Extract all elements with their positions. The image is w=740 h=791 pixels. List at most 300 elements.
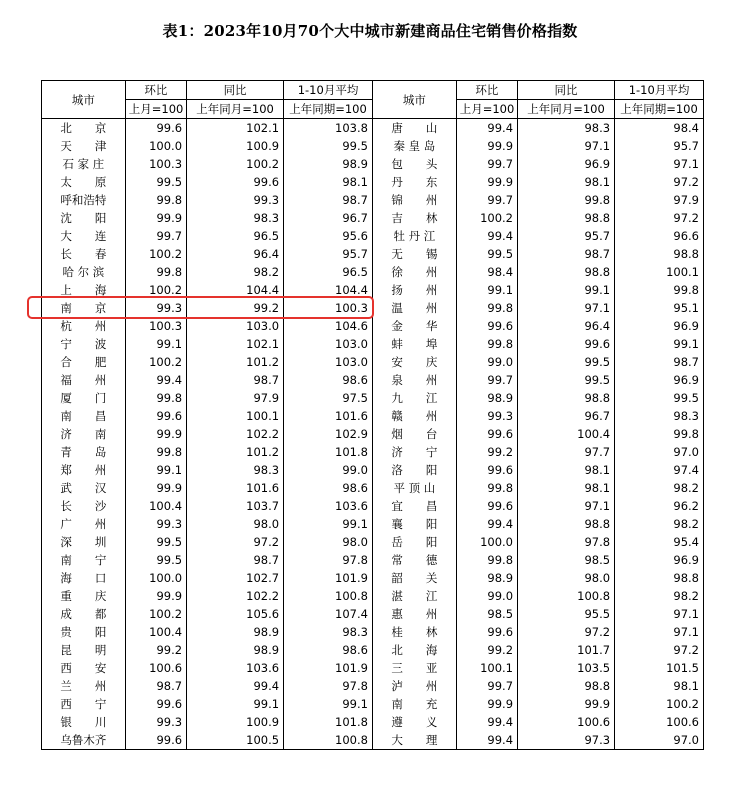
city-name-right: 湛 江 [372, 587, 456, 605]
mom-value-right: 98.9 [456, 569, 517, 587]
mom-value-left: 99.9 [125, 479, 186, 497]
table-row [42, 623, 704, 641]
table-row [42, 407, 704, 425]
city-name-left: 合 肥 [42, 353, 126, 371]
city-name-left: 乌鲁木齐 [42, 731, 126, 750]
avg-value-left: 102.9 [284, 425, 373, 443]
avg-value-left: 98.6 [284, 371, 373, 389]
city-name-left: 成 都 [42, 605, 126, 623]
yoy-value-right: 96.4 [518, 317, 615, 335]
avg-value-right: 98.2 [615, 479, 704, 497]
city-name-right: 无 锡 [372, 245, 456, 263]
yoy-value-left: 102.1 [187, 335, 284, 353]
city-name-right: 唐 山 [372, 119, 456, 138]
city-name-left: 贵 阳 [42, 623, 126, 641]
yoy-value-left: 99.4 [187, 677, 284, 695]
city-name-left: 海 口 [42, 569, 126, 587]
mom-value-left: 99.5 [125, 533, 186, 551]
table-row [42, 335, 704, 353]
mom-value-right: 100.2 [456, 209, 517, 227]
mom-value-left: 99.5 [125, 551, 186, 569]
avg-value-left: 98.9 [284, 155, 373, 173]
mom-value-right: 98.5 [456, 605, 517, 623]
table-row [42, 533, 704, 551]
mom-value-left: 100.4 [125, 497, 186, 515]
avg-value-right: 99.1 [615, 335, 704, 353]
city-name-left: 长 沙 [42, 497, 126, 515]
city-name-right: 丹 东 [372, 173, 456, 191]
avg-value-left: 98.7 [284, 191, 373, 209]
avg-value-right: 97.1 [615, 623, 704, 641]
yoy-value-left: 102.2 [187, 587, 284, 605]
mom-value-left: 100.2 [125, 281, 186, 299]
avg-value-left: 104.4 [284, 281, 373, 299]
mom-value-left: 99.8 [125, 263, 186, 281]
city-name-left: 上 海 [42, 281, 126, 299]
header-yoy-left: 同比 [187, 81, 284, 100]
avg-value-right: 96.9 [615, 371, 704, 389]
header-mom-base-left: 上月=100 [125, 100, 186, 119]
yoy-value-right: 96.9 [518, 155, 615, 173]
avg-value-left: 101.8 [284, 443, 373, 461]
avg-value-right: 97.1 [615, 155, 704, 173]
city-name-right: 赣 州 [372, 407, 456, 425]
city-name-left: 宁 波 [42, 335, 126, 353]
avg-value-right: 98.8 [615, 569, 704, 587]
yoy-value-left: 102.1 [187, 119, 284, 138]
city-name-left: 福 州 [42, 371, 126, 389]
yoy-value-left: 99.3 [187, 191, 284, 209]
city-name-left: 太 原 [42, 173, 126, 191]
mom-value-left: 100.3 [125, 155, 186, 173]
avg-value-right: 98.4 [615, 119, 704, 138]
city-name-right: 惠 州 [372, 605, 456, 623]
table-row [42, 119, 704, 138]
table-row [42, 173, 704, 191]
city-name-left: 重 庆 [42, 587, 126, 605]
mom-value-left: 100.2 [125, 245, 186, 263]
yoy-value-right: 99.9 [518, 695, 615, 713]
avg-value-left: 98.1 [284, 173, 373, 191]
mom-value-left: 99.8 [125, 389, 186, 407]
yoy-value-right: 98.8 [518, 209, 615, 227]
yoy-value-right: 99.5 [518, 371, 615, 389]
avg-value-right: 95.1 [615, 299, 704, 317]
header-yoy-base-left: 上年同月=100 [187, 100, 284, 119]
city-name-right: 韶 关 [372, 569, 456, 587]
yoy-value-right: 98.8 [518, 515, 615, 533]
city-name-right: 济 宁 [372, 443, 456, 461]
yoy-value-left: 102.2 [187, 425, 284, 443]
header-avg-right: 1-10月平均 [615, 81, 704, 100]
mom-value-right: 98.4 [456, 263, 517, 281]
city-name-right: 蚌 埠 [372, 335, 456, 353]
table-row [42, 191, 704, 209]
yoy-value-right: 97.1 [518, 497, 615, 515]
mom-value-right: 99.6 [456, 497, 517, 515]
avg-value-right: 96.9 [615, 317, 704, 335]
avg-value-right: 95.7 [615, 137, 704, 155]
table-row [42, 209, 704, 227]
yoy-value-left: 98.0 [187, 515, 284, 533]
avg-value-right: 97.0 [615, 443, 704, 461]
avg-value-left: 95.6 [284, 227, 373, 245]
mom-value-right: 99.4 [456, 713, 517, 731]
avg-value-right: 99.5 [615, 389, 704, 407]
mom-value-right: 99.4 [456, 119, 517, 138]
city-name-left: 深 圳 [42, 533, 126, 551]
yoy-value-right: 98.3 [518, 119, 615, 138]
yoy-value-left: 98.7 [187, 371, 284, 389]
city-name-right: 秦 皇 岛 [372, 137, 456, 155]
table-row [42, 245, 704, 263]
avg-value-left: 99.1 [284, 695, 373, 713]
mom-value-left: 100.2 [125, 353, 186, 371]
avg-value-right: 96.6 [615, 227, 704, 245]
yoy-value-right: 103.5 [518, 659, 615, 677]
mom-value-right: 99.6 [456, 317, 517, 335]
yoy-value-right: 97.7 [518, 443, 615, 461]
city-name-right: 大 理 [372, 731, 456, 750]
yoy-value-left: 100.9 [187, 713, 284, 731]
price-index-table [41, 80, 704, 750]
mom-value-left: 100.0 [125, 137, 186, 155]
mom-value-left: 99.6 [125, 407, 186, 425]
avg-value-left: 101.9 [284, 659, 373, 677]
yoy-value-left: 101.6 [187, 479, 284, 497]
city-name-right: 扬 州 [372, 281, 456, 299]
city-name-right: 岳 阳 [372, 533, 456, 551]
mom-value-right: 99.5 [456, 245, 517, 263]
yoy-value-right: 99.5 [518, 353, 615, 371]
table-row [42, 317, 704, 335]
avg-value-right: 97.1 [615, 605, 704, 623]
city-name-left: 西 宁 [42, 695, 126, 713]
city-name-right: 南 充 [372, 695, 456, 713]
yoy-value-right: 99.8 [518, 191, 615, 209]
yoy-value-left: 100.9 [187, 137, 284, 155]
mom-value-left: 100.4 [125, 623, 186, 641]
mom-value-right: 99.6 [456, 461, 517, 479]
table-row [42, 497, 704, 515]
city-name-left: 厦 门 [42, 389, 126, 407]
avg-value-right: 98.2 [615, 515, 704, 533]
city-name-left: 呼和浩特 [42, 191, 126, 209]
yoy-value-right: 97.3 [518, 731, 615, 750]
yoy-value-left: 103.6 [187, 659, 284, 677]
header-avg-base-right: 上年同期=100 [615, 100, 704, 119]
avg-value-left: 95.7 [284, 245, 373, 263]
city-name-left: 兰 州 [42, 677, 126, 695]
mom-value-right: 99.8 [456, 479, 517, 497]
city-name-left: 广 州 [42, 515, 126, 533]
city-name-left: 沈 阳 [42, 209, 126, 227]
mom-value-right: 99.2 [456, 443, 517, 461]
table-title: 表1：2023年10月70个大中城市新建商品住宅销售价格指数 [162, 22, 578, 40]
city-name-left: 哈 尔 滨 [42, 263, 126, 281]
mom-value-left: 99.9 [125, 587, 186, 605]
yoy-value-right: 95.5 [518, 605, 615, 623]
avg-value-left: 101.9 [284, 569, 373, 587]
yoy-value-left: 100.5 [187, 731, 284, 750]
yoy-value-right: 98.7 [518, 245, 615, 263]
city-name-right: 安 庆 [372, 353, 456, 371]
mom-value-left: 99.8 [125, 191, 186, 209]
mom-value-right: 99.7 [456, 371, 517, 389]
header-yoy-right: 同比 [518, 81, 615, 100]
avg-value-right: 100.1 [615, 263, 704, 281]
yoy-value-left: 98.3 [187, 461, 284, 479]
yoy-value-right: 98.8 [518, 389, 615, 407]
table-row [42, 155, 704, 173]
mom-value-left: 99.9 [125, 209, 186, 227]
avg-value-left: 98.6 [284, 641, 373, 659]
city-name-left: 郑 州 [42, 461, 126, 479]
city-name-right: 常 德 [372, 551, 456, 569]
yoy-value-right: 100.6 [518, 713, 615, 731]
mom-value-right: 99.9 [456, 173, 517, 191]
yoy-value-right: 101.7 [518, 641, 615, 659]
mom-value-right: 99.8 [456, 551, 517, 569]
table-row [42, 227, 704, 245]
mom-value-left: 99.5 [125, 173, 186, 191]
avg-value-right: 99.8 [615, 281, 704, 299]
mom-value-right: 100.1 [456, 659, 517, 677]
table-row [42, 479, 704, 497]
avg-value-right: 97.2 [615, 173, 704, 191]
city-name-right: 洛 阳 [372, 461, 456, 479]
city-name-left: 武 汉 [42, 479, 126, 497]
city-name-left: 大 连 [42, 227, 126, 245]
yoy-value-left: 103.7 [187, 497, 284, 515]
mom-value-right: 99.0 [456, 587, 517, 605]
yoy-value-right: 98.8 [518, 263, 615, 281]
yoy-value-right: 100.8 [518, 587, 615, 605]
mom-value-left: 99.1 [125, 335, 186, 353]
yoy-value-right: 99.6 [518, 335, 615, 353]
avg-value-right: 101.5 [615, 659, 704, 677]
city-name-right: 泸 州 [372, 677, 456, 695]
yoy-value-left: 98.7 [187, 551, 284, 569]
mom-value-left: 99.9 [125, 425, 186, 443]
avg-value-left: 97.5 [284, 389, 373, 407]
city-name-right: 烟 台 [372, 425, 456, 443]
mom-value-right: 99.4 [456, 731, 517, 750]
avg-value-left: 104.6 [284, 317, 373, 335]
yoy-value-right: 100.4 [518, 425, 615, 443]
yoy-value-left: 98.9 [187, 623, 284, 641]
city-name-right: 桂 林 [372, 623, 456, 641]
avg-value-right: 98.1 [615, 677, 704, 695]
avg-value-right: 100.6 [615, 713, 704, 731]
yoy-value-left: 98.9 [187, 641, 284, 659]
mom-value-left: 99.8 [125, 443, 186, 461]
table-row [42, 281, 704, 299]
avg-value-right: 95.4 [615, 533, 704, 551]
yoy-value-left: 101.2 [187, 443, 284, 461]
avg-value-left: 99.0 [284, 461, 373, 479]
avg-value-left: 103.6 [284, 497, 373, 515]
header-mom-base-right: 上月=100 [456, 100, 517, 119]
city-name-right: 吉 林 [372, 209, 456, 227]
mom-value-left: 99.7 [125, 227, 186, 245]
yoy-value-left: 104.4 [187, 281, 284, 299]
city-name-left: 南 昌 [42, 407, 126, 425]
mom-value-left: 99.6 [125, 731, 186, 750]
mom-value-right: 99.7 [456, 191, 517, 209]
avg-value-right: 98.2 [615, 587, 704, 605]
yoy-value-left: 97.9 [187, 389, 284, 407]
table-row [42, 731, 704, 750]
yoy-value-right: 98.8 [518, 677, 615, 695]
avg-value-left: 100.8 [284, 587, 373, 605]
avg-value-right: 97.2 [615, 641, 704, 659]
yoy-value-left: 99.1 [187, 695, 284, 713]
avg-value-left: 103.8 [284, 119, 373, 138]
yoy-value-right: 97.8 [518, 533, 615, 551]
avg-value-left: 100.8 [284, 731, 373, 750]
avg-value-right: 96.9 [615, 551, 704, 569]
yoy-value-left: 97.2 [187, 533, 284, 551]
mom-value-right: 99.4 [456, 227, 517, 245]
yoy-value-left: 100.1 [187, 407, 284, 425]
city-name-right: 九 江 [372, 389, 456, 407]
yoy-value-right: 97.2 [518, 623, 615, 641]
yoy-value-right: 98.1 [518, 173, 615, 191]
city-name-right: 金 华 [372, 317, 456, 335]
yoy-value-left: 101.2 [187, 353, 284, 371]
city-name-left: 天 津 [42, 137, 126, 155]
header-avg-left: 1-10月平均 [284, 81, 373, 100]
table-row [42, 677, 704, 695]
yoy-value-left: 99.2 [187, 299, 284, 317]
avg-value-right: 99.8 [615, 425, 704, 443]
avg-value-left: 99.5 [284, 137, 373, 155]
city-name-left: 石 家 庄 [42, 155, 126, 173]
city-name-right: 包 头 [372, 155, 456, 173]
avg-value-right: 98.7 [615, 353, 704, 371]
mom-value-left: 100.0 [125, 569, 186, 587]
mom-value-right: 99.7 [456, 155, 517, 173]
yoy-value-left: 105.6 [187, 605, 284, 623]
avg-value-left: 96.5 [284, 263, 373, 281]
city-name-right: 三 亚 [372, 659, 456, 677]
mom-value-right: 99.9 [456, 695, 517, 713]
table-row [42, 443, 704, 461]
city-name-right: 牡 丹 江 [372, 227, 456, 245]
yoy-value-right: 98.1 [518, 461, 615, 479]
avg-value-left: 97.8 [284, 551, 373, 569]
table-row [42, 425, 704, 443]
yoy-value-left: 98.2 [187, 263, 284, 281]
table-row [42, 605, 704, 623]
city-name-right: 北 海 [372, 641, 456, 659]
mom-value-left: 99.6 [125, 119, 186, 138]
city-name-left: 昆 明 [42, 641, 126, 659]
city-name-right: 宜 昌 [372, 497, 456, 515]
avg-value-right: 96.2 [615, 497, 704, 515]
mom-value-left: 99.1 [125, 461, 186, 479]
mom-value-right: 99.8 [456, 335, 517, 353]
avg-value-left: 97.8 [284, 677, 373, 695]
mom-value-left: 99.4 [125, 371, 186, 389]
yoy-value-left: 102.7 [187, 569, 284, 587]
mom-value-left: 100.6 [125, 659, 186, 677]
header-mom-left: 环比 [125, 81, 186, 100]
table-row [42, 137, 704, 155]
header-mom-right: 环比 [456, 81, 517, 100]
avg-value-left: 103.0 [284, 353, 373, 371]
yoy-value-right: 99.1 [518, 281, 615, 299]
mom-value-left: 98.7 [125, 677, 186, 695]
city-name-left: 长 春 [42, 245, 126, 263]
mom-value-right: 100.0 [456, 533, 517, 551]
avg-value-left: 98.6 [284, 479, 373, 497]
table-row [42, 299, 704, 317]
city-name-right: 温 州 [372, 299, 456, 317]
table-row [42, 641, 704, 659]
avg-value-right: 98.3 [615, 407, 704, 425]
yoy-value-right: 98.1 [518, 479, 615, 497]
table-row [42, 569, 704, 587]
avg-value-right: 100.2 [615, 695, 704, 713]
mom-value-left: 99.6 [125, 695, 186, 713]
mom-value-right: 99.1 [456, 281, 517, 299]
avg-value-left: 98.3 [284, 623, 373, 641]
avg-value-left: 98.0 [284, 533, 373, 551]
mom-value-right: 99.6 [456, 623, 517, 641]
city-name-left: 南 京 [42, 299, 126, 317]
table-row [42, 353, 704, 371]
table-row [42, 371, 704, 389]
mom-value-right: 99.8 [456, 299, 517, 317]
mom-value-left: 99.3 [125, 713, 186, 731]
mom-value-right: 99.4 [456, 515, 517, 533]
yoy-value-right: 95.7 [518, 227, 615, 245]
city-name-right: 遵 义 [372, 713, 456, 731]
avg-value-left: 101.6 [284, 407, 373, 425]
mom-value-right: 99.3 [456, 407, 517, 425]
yoy-value-left: 103.0 [187, 317, 284, 335]
mom-value-right: 98.9 [456, 389, 517, 407]
mom-value-left: 99.3 [125, 299, 186, 317]
table-row [42, 587, 704, 605]
table-row [42, 461, 704, 479]
avg-value-right: 98.8 [615, 245, 704, 263]
yoy-value-left: 96.5 [187, 227, 284, 245]
city-name-left: 南 宁 [42, 551, 126, 569]
table-row [42, 713, 704, 731]
table-row [42, 551, 704, 569]
yoy-value-left: 100.2 [187, 155, 284, 173]
avg-value-right: 97.4 [615, 461, 704, 479]
city-name-right: 泉 州 [372, 371, 456, 389]
header-avg-base-left: 上年同期=100 [284, 100, 373, 119]
city-name-left: 青 岛 [42, 443, 126, 461]
table-row [42, 695, 704, 713]
mom-value-right: 99.2 [456, 641, 517, 659]
avg-value-right: 97.2 [615, 209, 704, 227]
city-name-right: 徐 州 [372, 263, 456, 281]
city-name-left: 北 京 [42, 119, 126, 138]
mom-value-right: 99.0 [456, 353, 517, 371]
city-name-left: 济 南 [42, 425, 126, 443]
table-row [42, 659, 704, 677]
city-name-right: 锦 州 [372, 191, 456, 209]
mom-value-right: 99.7 [456, 677, 517, 695]
avg-value-right: 97.9 [615, 191, 704, 209]
city-name-left: 银 川 [42, 713, 126, 731]
